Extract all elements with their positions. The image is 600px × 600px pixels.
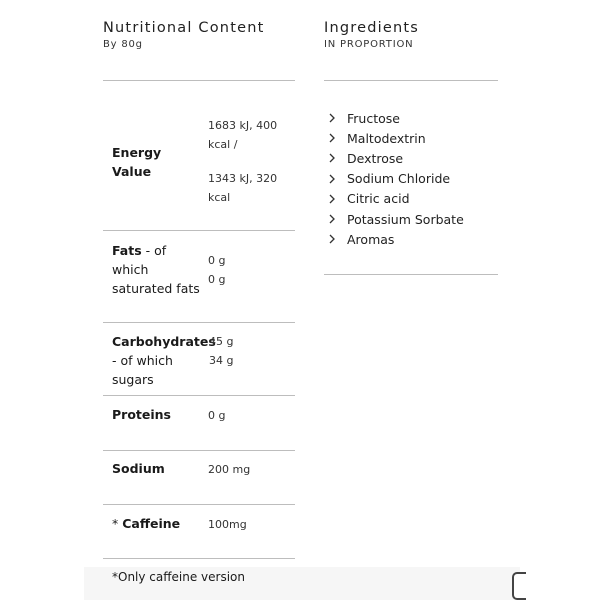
ingredient-label: Potassium Sorbate	[347, 211, 464, 227]
ingredient-label: Maltodextrin	[347, 130, 426, 146]
chevron-right-icon	[326, 173, 338, 185]
divider	[103, 80, 295, 81]
ingredient-item	[326, 169, 464, 189]
side-panel-handle[interactable]	[512, 572, 526, 600]
divider	[103, 558, 295, 559]
chevron-right-icon	[326, 213, 338, 225]
nutrient-label-sodium: Sodium	[112, 461, 165, 476]
nutrient-value-saturated-fats: 0 g	[208, 273, 226, 286]
chevron-right-icon	[326, 132, 338, 144]
nutrient-label-proteins: Proteins	[112, 407, 171, 422]
nutrient-value-fats: 0 g	[208, 254, 226, 267]
nutrient-label-carbohydrates: Carbohydrates - of which sugars	[112, 334, 216, 387]
nutrient-value-energy-kj: 1683 kJ, 400 kcal /	[208, 119, 278, 151]
ingredient-item	[326, 209, 464, 229]
nutrition-title: Nutritional Content	[103, 20, 265, 36]
nutrient-value-energy-kcal: 1343 kJ, 320 kcal	[208, 172, 278, 204]
caffeine-footnote: *Only caffeine version	[112, 570, 245, 584]
ingredient-label: Dextrose	[347, 150, 404, 166]
nutrient-value-proteins: 0 g	[208, 409, 226, 422]
nutrition-subtitle: By 80g	[103, 39, 143, 50]
ingredient-item	[326, 108, 464, 128]
divider	[103, 395, 295, 396]
ingredient-label: Sodium Chloride	[347, 171, 451, 187]
ingredients-title: Ingredients	[324, 20, 420, 36]
nutrient-value-caffeine: 100mg	[208, 518, 247, 531]
ingredient-item	[326, 189, 464, 209]
divider	[324, 274, 498, 275]
divider	[103, 450, 295, 451]
ingredient-item	[326, 148, 464, 168]
chevron-right-icon	[326, 152, 338, 164]
ingredients-subtitle: IN PROPORTION	[324, 39, 414, 50]
nutrient-label-fats: Fats - of which saturated fats	[112, 243, 200, 296]
ingredient-label: Fructose	[347, 110, 400, 126]
ingredient-list	[326, 108, 464, 249]
nutrient-label-energy: Energy Value	[112, 145, 162, 179]
chevron-right-icon	[326, 233, 338, 245]
nutrient-value-carbohydrates: 45 g	[209, 335, 234, 348]
ingredient-item	[326, 128, 464, 148]
nutrient-label-caffeine: * Caffeine	[112, 516, 181, 531]
nutrient-value-sugars: 34 g	[209, 354, 234, 367]
chevron-right-icon	[326, 112, 338, 124]
ingredient-label: Citric acid	[347, 191, 410, 207]
ingredient-item	[326, 229, 464, 249]
divider	[103, 230, 295, 231]
ingredient-label: Aromas	[347, 231, 395, 247]
divider	[103, 322, 295, 323]
divider	[324, 80, 498, 81]
divider	[103, 504, 295, 505]
nutrient-value-sodium: 200 mg	[208, 463, 251, 476]
chevron-right-icon	[326, 193, 338, 205]
